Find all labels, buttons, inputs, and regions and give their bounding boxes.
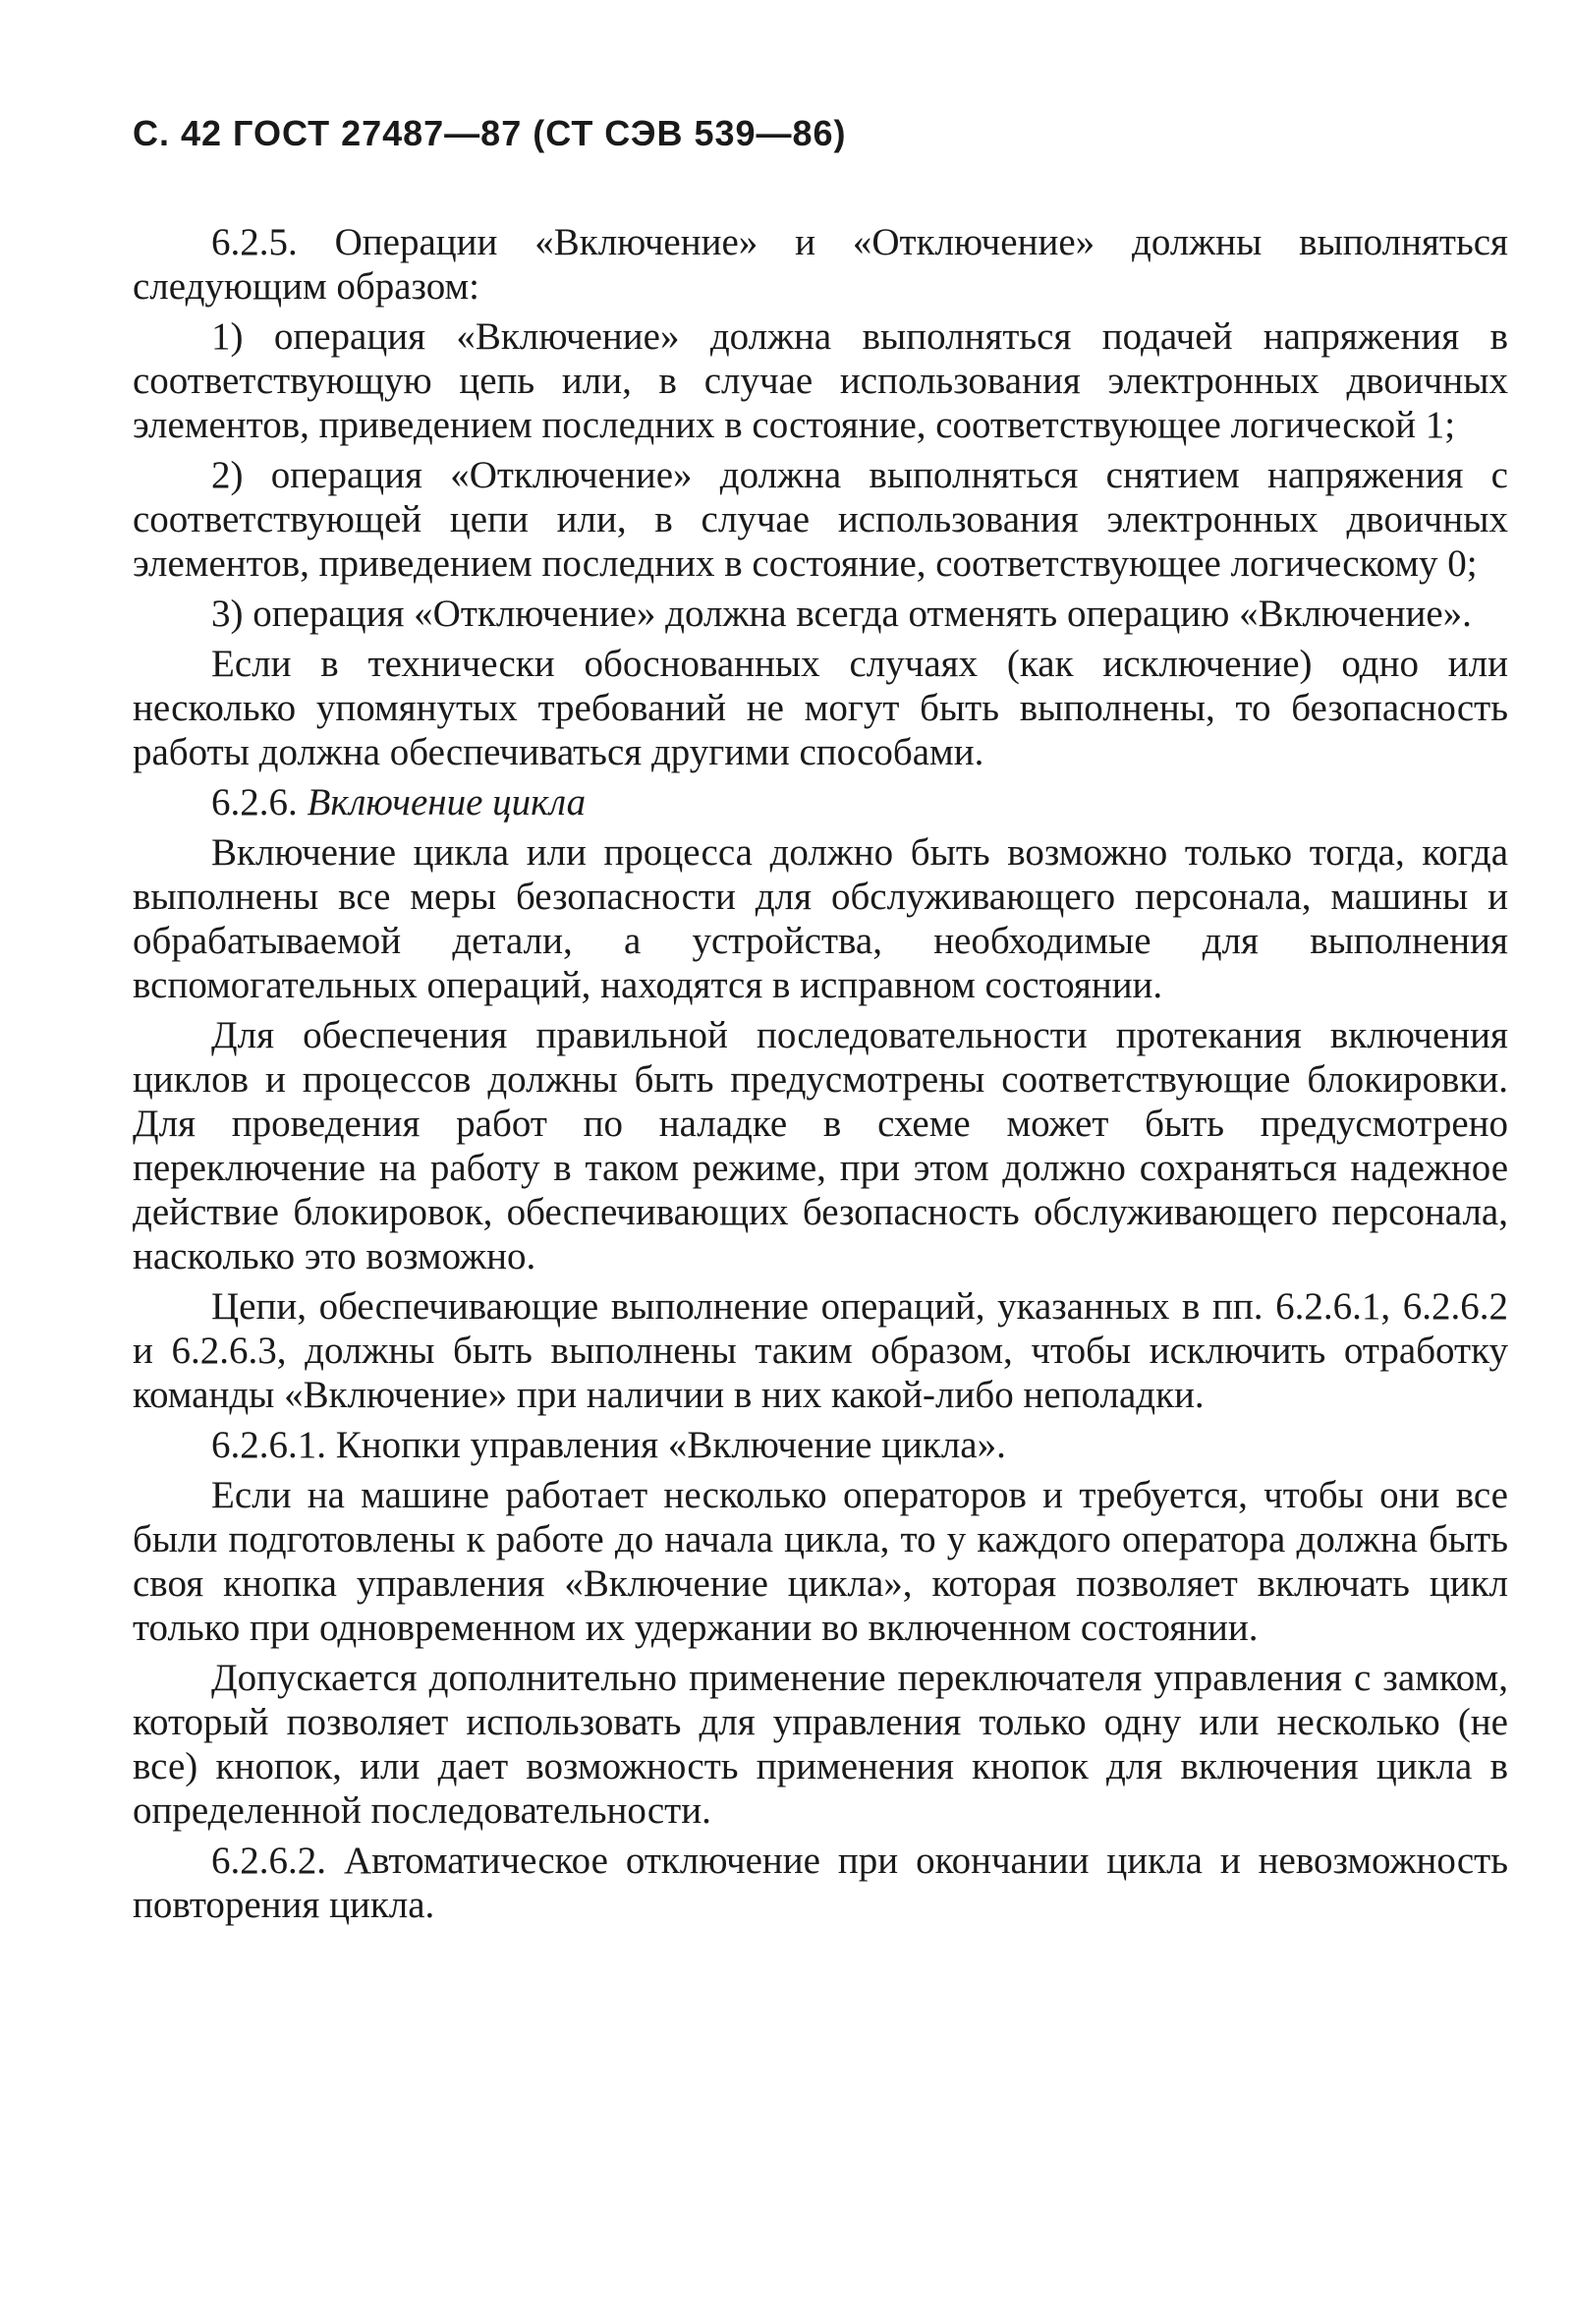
- paragraph: 6.2.5. Операции «Включение» и «Отключение» должны выполняться следующим образом:: [133, 221, 1508, 308]
- paragraph: Если в технически обоснованных случаях (как исключение) одно или несколько упомянутых требований не могут быть выполнены, то безопасность работы должна обеспечиваться другими способами.: [133, 643, 1508, 773]
- section-heading: [133, 780, 1508, 824]
- list-item: 2) операция «Отключение» должна выполняться снятием напряжения с соответствующей цепи или, в случае использования электронных двоичных элементов, приведением последних в состояние, соответствующее логическому 0;: [133, 454, 1508, 585]
- section-number: 6.2.6.: [211, 781, 298, 823]
- subsection-heading: 6.2.6.2. Автоматическое отключение при окончании цикла и невозможность повторения цикла.: [133, 1840, 1508, 1926]
- section-title: Включение цикла: [307, 781, 587, 823]
- paragraph: Если на машине работает несколько операторов и требуется, чтобы они все были подготовлены к работе до начала цикла, то у каждого оператора должна быть своя кнопка управления «Включение цикла», которая позволяет включать цикл только при одновременном их удержании во включенном состоянии.: [133, 1474, 1508, 1649]
- subsection-heading: 6.2.6.1. Кнопки управления «Включение цикла».: [211, 1424, 1006, 1466]
- document-body: [133, 220, 1508, 1927]
- paragraph: Цепи, обеспечивающие выполнение операций, указанных в пп. 6.2.6.1, 6.2.6.2 и 6.2.6.3, должны быть выполнены таким образом, чтобы исключить отработку команды «Включение» при наличии в них какой-либо неполадки.: [133, 1285, 1508, 1416]
- list-item: 3) операция «Отключение» должна всегда отменять операцию «Включение».: [211, 593, 1472, 635]
- page-header: С. 42 ГОСТ 27487—87 (СТ СЭВ 539—86): [133, 113, 847, 153]
- list-item: 1) операция «Включение» должна выполняться подачей напряжения в соответствующую цепь или, в случае использования электронных двоичных элементов, приведением последних в состояние, соответствующее логической 1;: [133, 315, 1508, 446]
- paragraph: Включение цикла или процесса должно быть возможно только тогда, когда выполнены все меры безопасности для обслуживающего персонала, машины и обрабатываемой детали, а устройства, необходимые для выполнения вспомогательных операций, находятся в исправном состоянии.: [133, 831, 1508, 1006]
- paragraph: Допускается дополнительно применение переключателя управления с замком, который позволяет использовать для управления только одну или несколько (не все) кнопок, или дает возможность применения кнопок для включения цикла в определенной последовательности.: [133, 1657, 1508, 1832]
- paragraph: Для обеспечения правильной последовательности протекания включения циклов и процессов должны быть предусмотрены соответствующие блокировки. Для проведения работ по наладке в схеме может быть предусмотрено переключение на работу в таком режиме, при этом должно сохраняться надежное действие блокировок, обеспечивающих безопасность обслуживающего персонала, насколько это возможно.: [133, 1014, 1508, 1277]
